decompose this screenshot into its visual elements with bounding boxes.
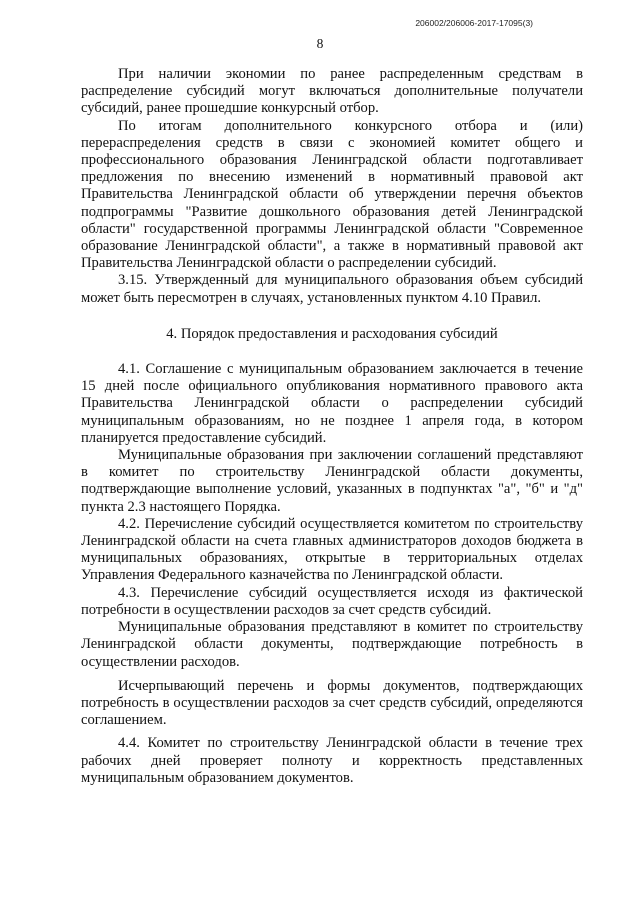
document-body xyxy=(81,66,583,787)
document-code: 206002/206006-2017-17095(3) xyxy=(415,18,533,28)
paragraph-4-4: 4.4. Комитет по строительству Ленинградской области в течение трех рабочих дней проверяет полноту и корректность представленных муниципальным образованием документов. xyxy=(81,735,583,786)
paragraph-redistribution: По итогам дополнительного конкурсного отбора и (или) перераспределения средств в связи с экономией комитет общего и профессионального образования Ленинградской области подготавливает предложения по внесению изменений в нормативный правовой акт Правительства Ленинградской области об утверждении перечня объектов подпрограммы "Развитие дошкольного образования детей Ленинградской области" государственной программы Ленинградской области "Современное образование Ленинградской области", а также в нормативный правовой акт Правительства Ленинградской области о распределении субсидий. xyxy=(81,117,583,272)
paragraph-need-documents: Муниципальные образования представляют в комитет по строительству Ленинградской области документы, подтверждающие потребность в осуществлении расходов. xyxy=(81,619,583,670)
paragraph-document-list: Исчерпывающий перечень и формы документов, подтверждающих потребность в осуществлении расходов за счет средств субсидий, определяются соглашением. xyxy=(81,677,583,729)
page-number: 8 xyxy=(316,36,324,51)
paragraph-agreement-documents: Муниципальные образования при заключении соглашений представляют в комитет по строительству Ленинградской области документы, подтверждающие выполнение условий, указанных в подпунктах "а", "б" и "д" пункта 2.3 настоящего Порядка. xyxy=(81,447,583,515)
section-heading: 4. Порядок предоставления и расходования субсидий xyxy=(166,325,498,342)
paragraph-economy: При наличии экономии по ранее распределенным средствам в распределение субсидий могут включаться дополнительные получатели субсидий, ранее прошедшие конкурсный отбор. xyxy=(81,66,583,117)
paragraph-3-15: 3.15. Утвержденный для муниципального образования объем субсидий может быть пересмотрен в случаях, установленных пунктом 4.10 Правил. xyxy=(81,272,583,306)
paragraph-4-1: 4.1. Соглашение с муниципальным образованием заключается в течение 15 дней после официального опубликования нормативного правового акта Правительства Ленинградской области о распределении субсидий муниципальным образованиям, но не позднее 1 апреля года, в котором планируется предоставление субсидий. xyxy=(81,361,583,446)
paragraph-4-2: 4.2. Перечисление субсидий осуществляется комитетом по строительству Ленинградской области на счета главных администраторов доходов бюджета в муниципальных образованиях, открытые в территориальных отделах Управления Федерального казначейства по Ленинградской области. xyxy=(81,515,583,584)
paragraph-4-3: 4.3. Перечисление субсидий осуществляется исходя из фактической потребности в осуществлении расходов за счет средств субсидий. xyxy=(81,584,583,618)
